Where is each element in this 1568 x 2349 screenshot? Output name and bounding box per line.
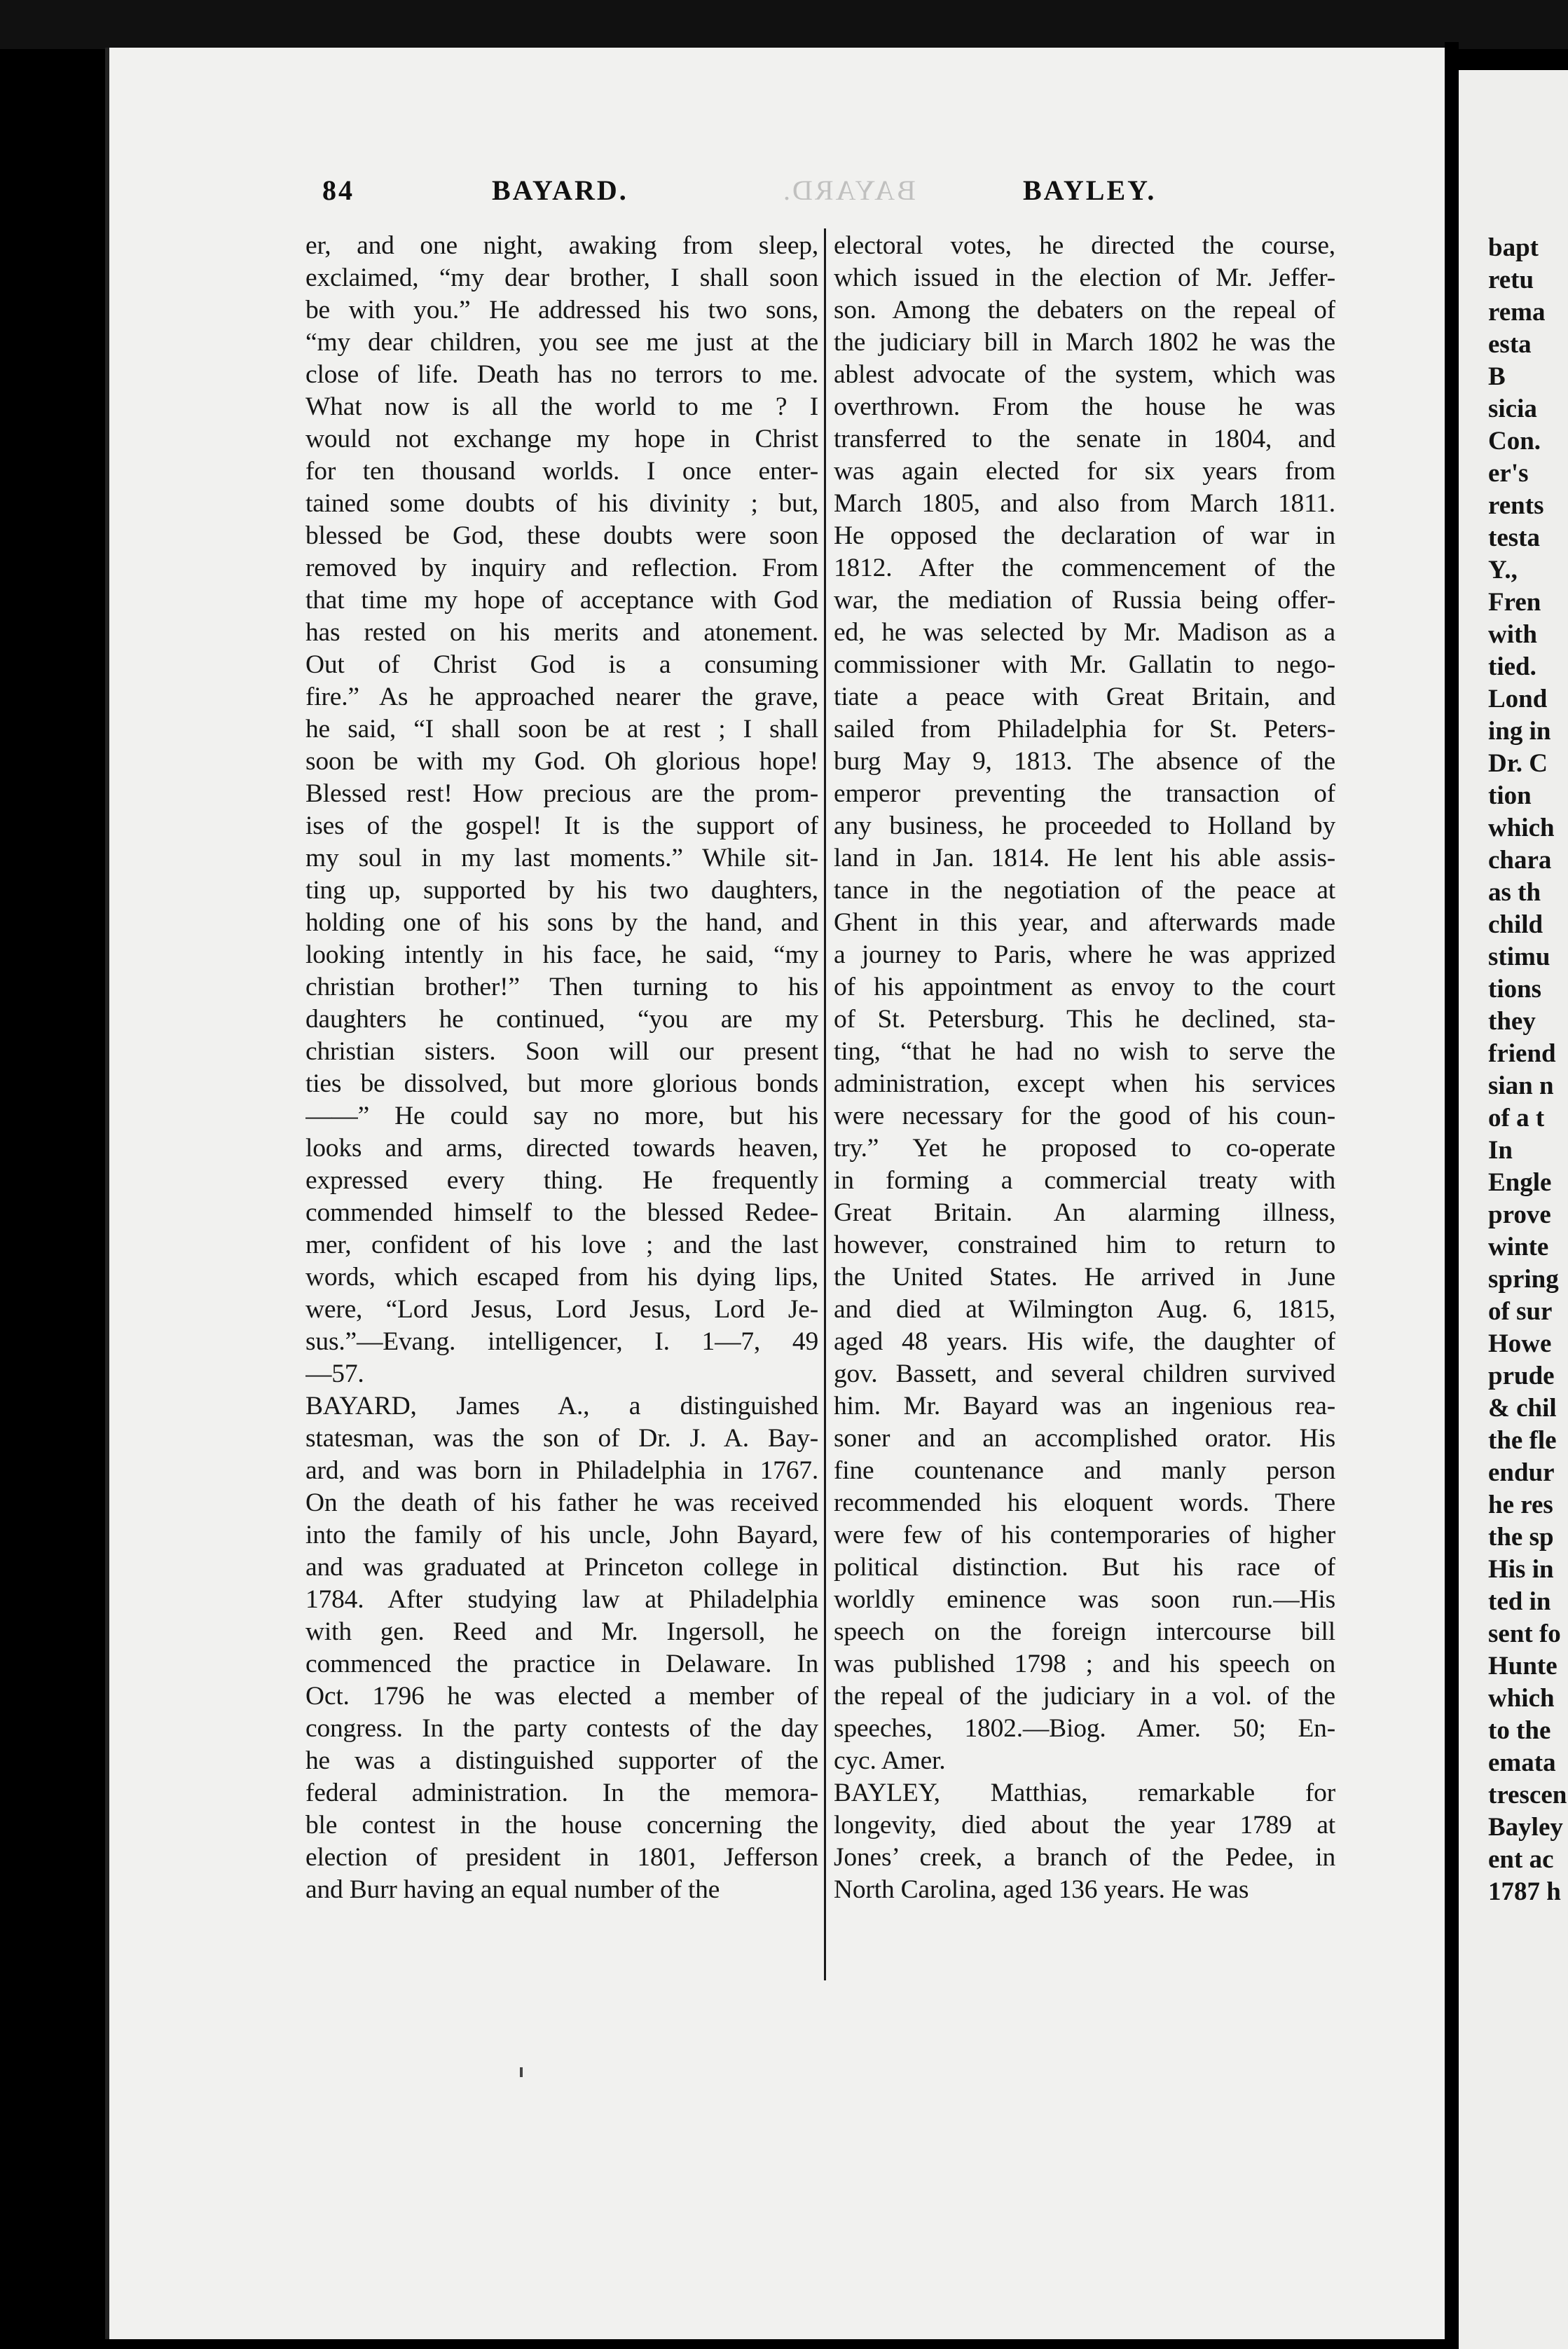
facing-page-line: as th: [1488, 878, 1541, 907]
text-line: tance in the negotiation of the peace at: [834, 876, 1335, 905]
page-number: 84: [322, 174, 355, 206]
facing-page-text: [1459, 233, 1567, 1909]
text-line: land in Jan. 1814. He lent his able assis-: [834, 844, 1335, 872]
scan-border-top: [0, 0, 1568, 49]
text-line: has rested on his merits and atonement.: [305, 618, 818, 647]
facing-page-line: he res: [1488, 1491, 1553, 1519]
facing-page-line: tied.: [1488, 652, 1536, 681]
facing-page-line: Howe: [1488, 1329, 1552, 1358]
text-line: be with you.” He addressed his two sons,: [305, 296, 818, 324]
text-line: —57.: [305, 1360, 364, 1388]
text-line: soon be with my God. Oh glorious hope!: [305, 747, 818, 776]
text-line: looks and arms, directed towards heaven,: [305, 1134, 818, 1163]
facing-page-line: which: [1488, 1684, 1555, 1713]
text-line: ting up, supported by his two daughters,: [305, 876, 818, 905]
text-line: removed by inquiry and reflection. From: [305, 554, 818, 582]
text-line: however, constrained him to return to: [834, 1231, 1335, 1259]
facing-page-line: testa: [1488, 523, 1540, 552]
facing-page-line: spring: [1488, 1265, 1559, 1294]
text-line: with gen. Reed and Mr. Ingersoll, he: [305, 1617, 818, 1646]
text-line: christian sisters. Soon will our present: [305, 1037, 818, 1066]
text-line: er, and one night, awaking from sleep,: [305, 231, 818, 260]
facing-page-line: with: [1488, 620, 1537, 649]
text-line: speech on the foreign intercourse bill: [834, 1617, 1335, 1646]
column-divider-rule: [824, 228, 826, 1980]
facing-page-line: trescen: [1488, 1781, 1567, 1809]
facing-page-line: stimu: [1488, 943, 1550, 971]
text-line: were few of his contemporaries of higher: [834, 1521, 1335, 1549]
text-line: words, which escaped from his dying lips,: [305, 1263, 818, 1292]
text-line: transferred to the senate in 1804, and: [834, 425, 1335, 453]
facing-page-line: endur: [1488, 1458, 1555, 1487]
facing-page-line: ted in: [1488, 1587, 1551, 1616]
facing-page-line: friend: [1488, 1039, 1556, 1068]
text-line: expressed every thing. He frequently: [305, 1166, 818, 1195]
right-text-column: [834, 230, 1335, 1906]
facing-page-line: tions: [1488, 975, 1542, 1004]
text-line: ——” He could say no more, but his: [305, 1102, 818, 1130]
text-line: worldly eminence was soon run.—His: [834, 1585, 1335, 1614]
running-header: [210, 174, 1345, 216]
facing-page-line: winte: [1488, 1233, 1549, 1261]
text-line: He opposed the declaration of war in: [834, 521, 1335, 550]
header-left-word: BAYARD.: [492, 174, 628, 206]
left-text-column: [305, 230, 818, 1906]
text-line: North Carolina, aged 136 years. He was: [834, 1875, 1249, 1904]
text-line: in forming a commercial treaty with: [834, 1166, 1335, 1195]
facing-page-line: Con.: [1488, 427, 1541, 456]
text-line: 1812. After the commencement of the: [834, 554, 1335, 582]
text-line: of St. Petersburg. This he declined, sta-: [834, 1005, 1335, 1034]
text-line: 1784. After studying law at Philadelphia: [305, 1585, 818, 1614]
text-line: daughters he continued, “you are my: [305, 1005, 818, 1034]
text-line: him. Mr. Bayard was an ingenious rea-: [834, 1392, 1335, 1420]
text-line: son. Among the debaters on the repeal of: [834, 296, 1335, 324]
text-line: election of president in 1801, Jefferson: [305, 1843, 818, 1872]
text-line: of his appointment as envoy to the court: [834, 973, 1335, 1001]
text-line: cyc. Amer.: [834, 1746, 946, 1775]
text-line: into the family of his uncle, John Bayard,: [305, 1521, 818, 1549]
facing-page-line: of sur: [1488, 1297, 1553, 1326]
text-line: looking intently in his face, he said, “my: [305, 940, 818, 969]
text-line: March 1805, and also from March 1811.: [834, 489, 1335, 518]
facing-page-line: His in: [1488, 1555, 1554, 1584]
facing-page-edge: [1459, 70, 1568, 2349]
text-line: emperor preventing the transaction of: [834, 779, 1335, 808]
text-line: overthrown. From the house he was: [834, 392, 1335, 421]
text-line: commended himself to the blessed Redee-: [305, 1198, 818, 1227]
text-line: ed, he was selected by Mr. Madison as a: [834, 618, 1335, 647]
facing-page-line: er's: [1488, 459, 1529, 488]
text-line: longevity, died about the year 1789 at: [834, 1811, 1335, 1840]
text-line: ablest advocate of the system, which was: [834, 360, 1335, 389]
text-line: statesman, was the son of Dr. J. A. Bay-: [305, 1424, 818, 1453]
text-line: commissioner with Mr. Gallatin to nego-: [834, 650, 1335, 679]
facing-page-line: prove: [1488, 1200, 1551, 1229]
text-line: that time my hope of acceptance with God: [305, 586, 818, 615]
facing-page-line: which: [1488, 814, 1555, 842]
facing-page-line: rema: [1488, 298, 1546, 327]
facing-page-line: prude: [1488, 1362, 1555, 1390]
facing-page-line: sent fo: [1488, 1619, 1561, 1648]
text-line: Ghent in this year, and afterwards made: [834, 908, 1335, 937]
text-line: the United States. He arrived in June: [834, 1263, 1335, 1292]
facing-page-line: & chil: [1488, 1394, 1557, 1423]
text-line: BAYLEY, Matthias, remarkable for: [834, 1779, 1335, 1807]
text-line: federal administration. In the memora-: [305, 1779, 818, 1807]
text-line: commenced the practice in Delaware. In: [305, 1650, 818, 1678]
text-line: ting, “that he had no wish to serve the: [834, 1037, 1335, 1066]
text-line: ard, and was born in Philadelphia in 1767.: [305, 1456, 818, 1485]
text-line: and died at Wilmington Aug. 6, 1815,: [834, 1295, 1335, 1324]
text-line: recommended his eloquent words. There: [834, 1488, 1335, 1517]
text-line: which issued in the election of Mr. Jeffer-: [834, 263, 1335, 292]
text-line: he was a distinguished supporter of the: [305, 1746, 818, 1775]
text-line: a journey to Paris, where he was apprized: [834, 940, 1335, 969]
facing-page-line: ing in: [1488, 717, 1551, 746]
text-line: tained some doubts of his divinity ; but,: [305, 489, 818, 518]
text-line: Out of Christ God is a consuming: [305, 650, 818, 679]
facing-page-line: 1787 h: [1488, 1877, 1561, 1906]
text-line: soner and an accomplished orator. His: [834, 1424, 1335, 1453]
text-line: exclaimed, “my dear brother, I shall soon: [305, 263, 818, 292]
text-line: was again elected for six years from: [834, 457, 1335, 486]
text-line: christian brother!” Then turning to his: [305, 973, 818, 1001]
text-line: “my dear children, you see me just at the: [305, 328, 818, 357]
facing-page-line: rents: [1488, 491, 1544, 520]
text-line: gov. Bassett, and several children survived: [834, 1360, 1335, 1388]
text-line: Jones’ creek, a branch of the Pedee, in: [834, 1843, 1335, 1872]
text-line: burg May 9, 1813. The absence of the: [834, 747, 1335, 776]
facing-page-line: child: [1488, 910, 1543, 939]
facing-page-line: the sp: [1488, 1523, 1554, 1552]
text-line: aged 48 years. His wife, the daughter of: [834, 1327, 1335, 1356]
text-line: Blessed rest! How precious are the prom-: [305, 779, 818, 808]
text-line: congress. In the party contests of the day: [305, 1714, 818, 1743]
text-line: was published 1798 ; and his speech on: [834, 1650, 1335, 1678]
text-line: administration, except when his services: [834, 1069, 1335, 1098]
text-line: tiate a peace with Great Britain, and: [834, 683, 1335, 711]
facing-page-line: chara: [1488, 846, 1552, 875]
text-line: Great Britain. An alarming illness,: [834, 1198, 1335, 1227]
facing-page-line: ent ac: [1488, 1845, 1554, 1874]
text-line: speeches, 1802.—Biog. Amer. 50; En-: [834, 1714, 1335, 1743]
facing-page-line: emata: [1488, 1748, 1556, 1777]
text-line: blessed be God, these doubts were soon: [305, 521, 818, 550]
text-line: were necessary for the good of his coun-: [834, 1102, 1335, 1130]
text-line: ties be dissolved, but more glorious bonds: [305, 1069, 818, 1098]
facing-page-line: Dr. C: [1488, 749, 1548, 778]
facing-page-line: esta: [1488, 330, 1532, 359]
text-line: sus.”—Evang. intelligencer, I. 1—7, 49: [305, 1327, 818, 1356]
header-bleed-through: BAYARD.: [781, 174, 916, 206]
text-line: would not exchange my hope in Christ: [305, 425, 818, 453]
text-line: were, “Lord Jesus, Lord Jesus, Lord Je-: [305, 1295, 818, 1324]
facing-page-line: In: [1488, 1136, 1513, 1165]
facing-page-line: bapt: [1488, 233, 1539, 262]
text-line: BAYARD, James A., a distinguished: [305, 1392, 818, 1420]
text-line: Oct. 1796 he was elected a member of: [305, 1682, 818, 1711]
text-line: and was graduated at Princeton college in: [305, 1553, 818, 1582]
facing-page-line: Y.,: [1488, 556, 1518, 584]
facing-page-line: Engle: [1488, 1168, 1552, 1197]
ink-speck: [520, 2067, 523, 2077]
facing-page-line: sicia: [1488, 395, 1537, 423]
text-line: holding one of his sons by the hand, and: [305, 908, 818, 937]
text-line: war, the mediation of Russia being offer-: [834, 586, 1335, 615]
text-line: my soul in my last moments.” While sit-: [305, 844, 818, 872]
text-line: What now is all the world to me ? I: [305, 392, 818, 421]
text-line: fine countenance and manly person: [834, 1456, 1335, 1485]
page-gutter-shadow: [1445, 42, 1459, 2349]
facing-page-line: retu: [1488, 266, 1534, 294]
facing-page-line: tion: [1488, 781, 1532, 810]
text-line: fire.” As he approached nearer the grave,: [305, 683, 818, 711]
text-line: try.” Yet he proposed to co-operate: [834, 1134, 1335, 1163]
facing-page-line: the fle: [1488, 1426, 1557, 1455]
facing-page-line: they: [1488, 1007, 1536, 1036]
facing-page-line: to the: [1488, 1716, 1551, 1745]
facing-page-line: sian n: [1488, 1071, 1554, 1100]
text-line: the judiciary bill in March 1802 he was the: [834, 328, 1335, 357]
facing-page-line: B: [1488, 362, 1506, 391]
text-line: the repeal of the judiciary in a vol. of the: [834, 1682, 1335, 1711]
facing-page-line: Lond: [1488, 685, 1548, 713]
facing-page-line: Hunte: [1488, 1652, 1557, 1680]
header-right-word: BAYLEY.: [1023, 174, 1157, 206]
text-line: ble contest in the house concerning the: [305, 1811, 818, 1840]
text-line: for ten thousand worlds. I once enter-: [305, 457, 818, 486]
facing-page-line: Bayley: [1488, 1813, 1563, 1842]
text-line: mer, confident of his love ; and the last: [305, 1231, 818, 1259]
text-line: electoral votes, he directed the course,: [834, 231, 1335, 260]
facing-page-line: Fren: [1488, 588, 1541, 617]
text-line: he said, “I shall soon be at rest ; I shall: [305, 715, 818, 744]
text-line: and Burr having an equal number of the: [305, 1875, 720, 1904]
text-line: close of life. Death has no terrors to me.: [305, 360, 818, 389]
text-line: sailed from Philadelphia for St. Peters-: [834, 715, 1335, 744]
facing-page-line: of a t: [1488, 1104, 1545, 1132]
text-line: ises of the gospel! It is the support of: [305, 811, 818, 840]
text-line: any business, he proceeded to Holland by: [834, 811, 1335, 840]
text-line: On the death of his father he was received: [305, 1488, 818, 1517]
text-line: political distinction. But his race of: [834, 1553, 1335, 1582]
